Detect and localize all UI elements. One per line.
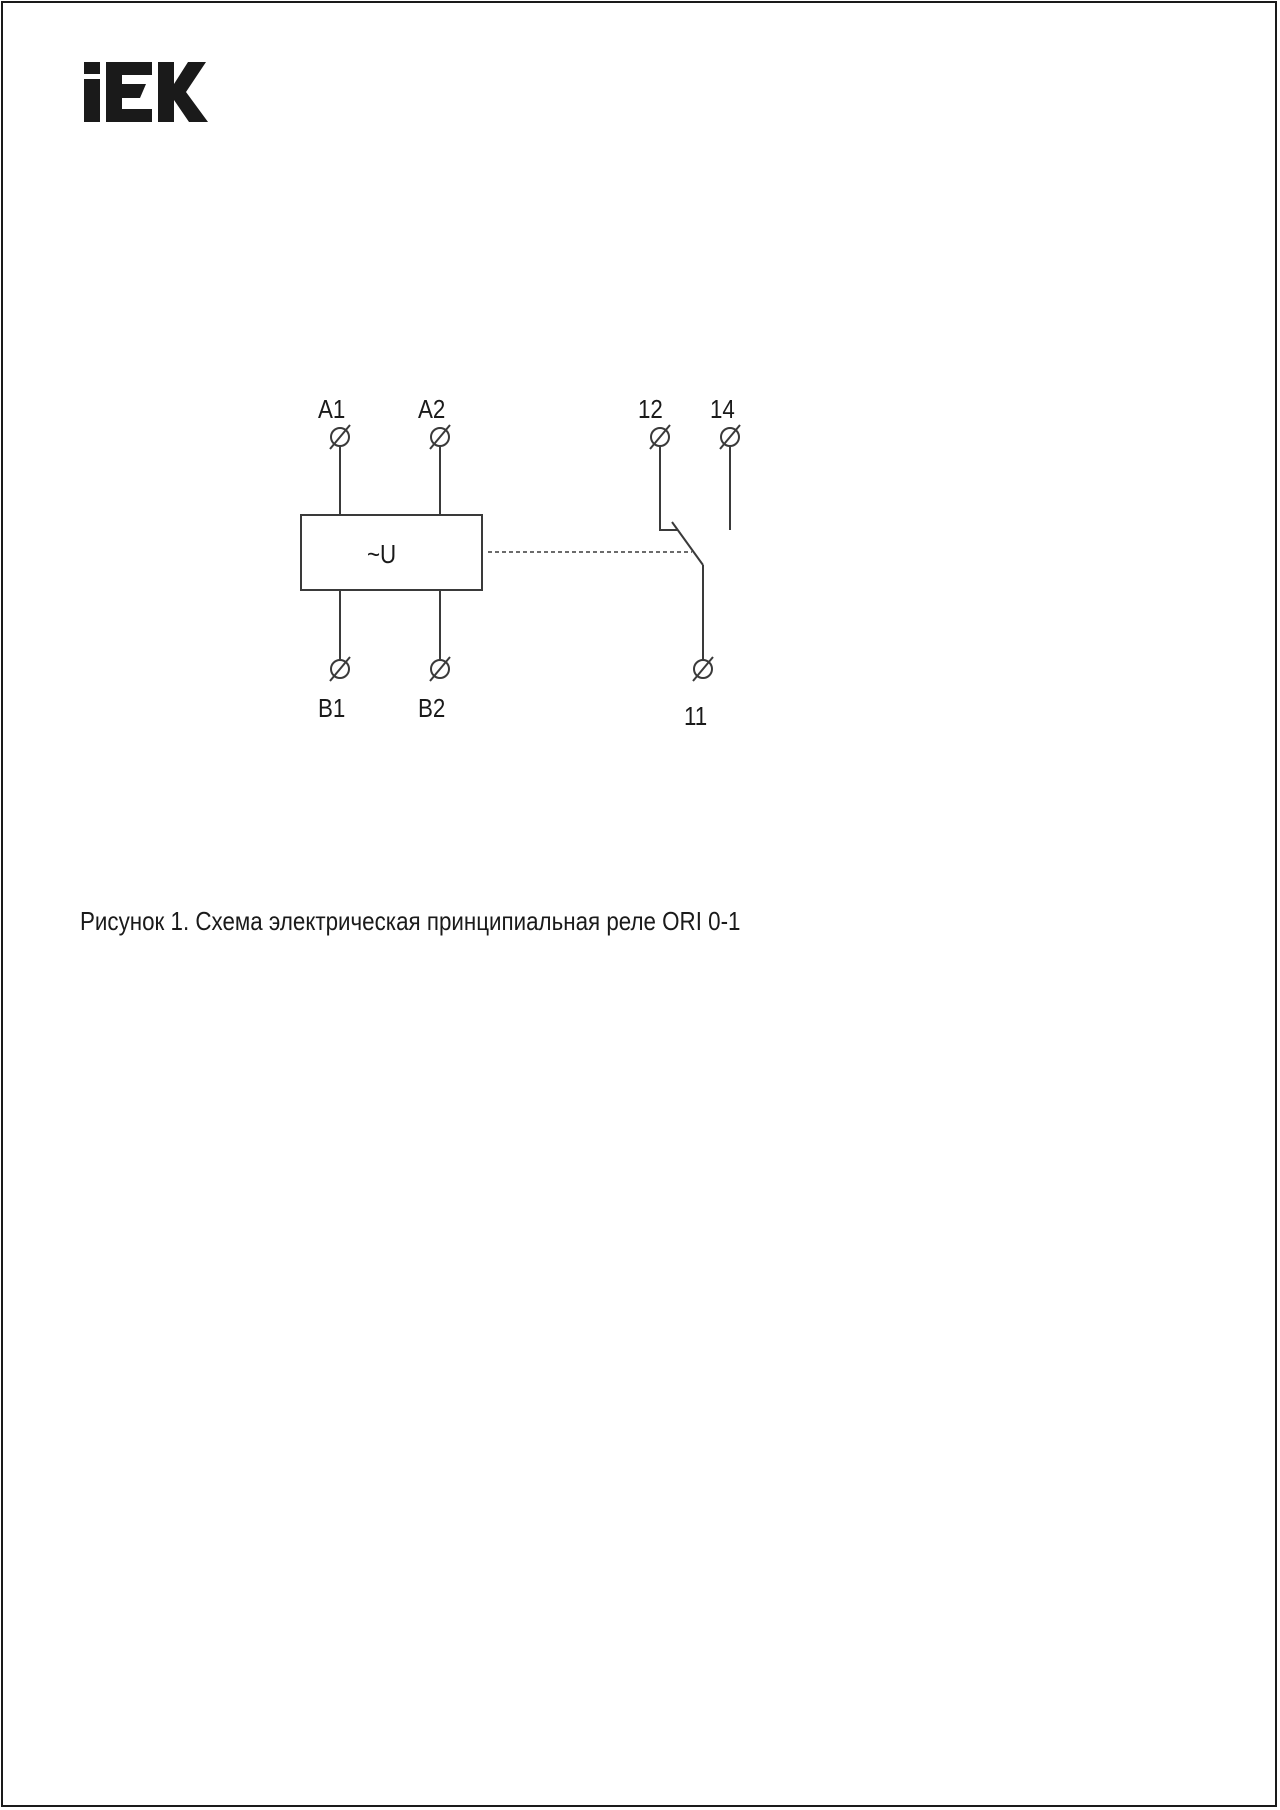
label-t14: 14 — [709, 395, 735, 425]
terminal-11 — [693, 657, 713, 681]
figure-caption: Рисунок 1. Схема электрическая принципиальная реле ORI 0-1 — [80, 906, 741, 936]
label-t12: 12 — [637, 395, 663, 425]
terminal-b2 — [430, 590, 450, 681]
terminal-14 — [720, 425, 740, 530]
terminal-a1 — [330, 425, 350, 515]
terminal-b1 — [330, 590, 350, 681]
switch-contact — [672, 522, 703, 660]
label-a1: A1 — [318, 395, 346, 425]
label-t11: 11 — [684, 702, 708, 732]
terminal-a2 — [430, 425, 450, 515]
label-b1: B1 — [318, 694, 346, 724]
terminal-12 — [650, 425, 678, 530]
label-a2: A2 — [417, 395, 446, 425]
label-coil: ~U — [367, 540, 397, 570]
label-b2: B2 — [417, 694, 446, 724]
